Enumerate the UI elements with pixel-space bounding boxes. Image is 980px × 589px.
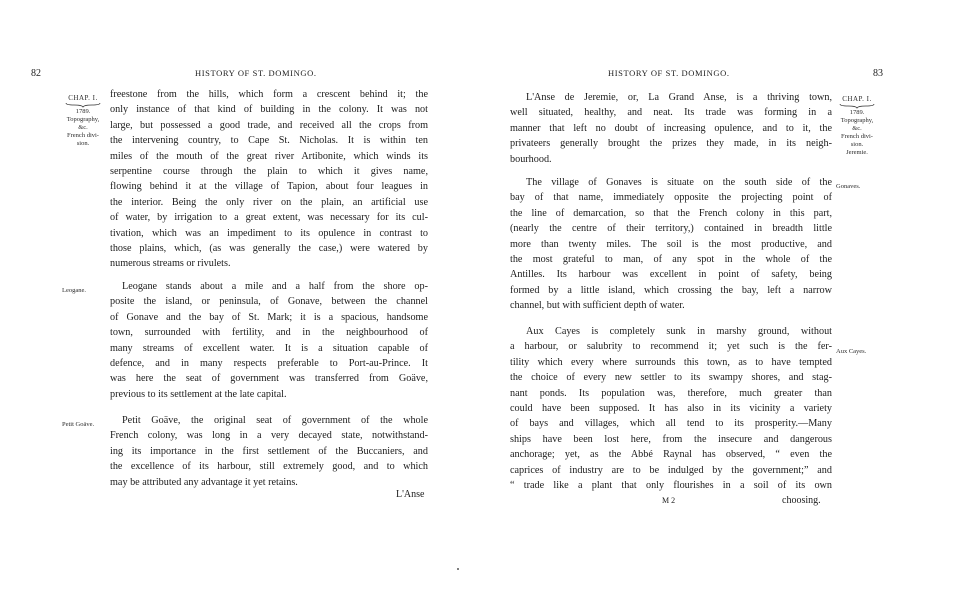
margin-note-petit-goave: Petit Goäve. bbox=[62, 421, 95, 428]
margin-note-leogane: Leogane. bbox=[62, 287, 87, 294]
text-line: more than twenty miles. The soil is the most productive, and bbox=[510, 238, 832, 250]
catchword: choosing. bbox=[782, 495, 821, 506]
note-french-division: French divi- bbox=[67, 132, 99, 139]
right-page bbox=[490, 0, 980, 589]
text-line: manner that left no doubt of increasing opulence, and to it, the bbox=[510, 122, 832, 134]
text-line: the choice of every new settler to its swampy shores, and stag- bbox=[510, 372, 832, 384]
text-line: freestone from the hills, which form a crescent behind it; the bbox=[110, 89, 428, 100]
text-line: The village of Gonaves is situate on the south side of the bbox=[526, 177, 832, 188]
text-line: previous to its settlement at the late capital. bbox=[110, 388, 287, 400]
text-line: the excellence of its harbour, still extremely good, and to which bbox=[110, 461, 428, 473]
note-topography: Topography, bbox=[840, 117, 874, 124]
text-line: Aux Cayes is completely sunk in marshy ground, without bbox=[526, 326, 832, 337]
scan-speck bbox=[457, 568, 459, 570]
year-label: 1789. bbox=[75, 108, 91, 115]
page-number: 82 bbox=[31, 68, 41, 79]
chapter-label: CHAP. I. bbox=[68, 94, 98, 102]
text-line: town, surrounded with fertility, and in the neighbourhood of bbox=[110, 327, 428, 339]
text-line: bay of that name, immediately opposite the projecting point of bbox=[510, 192, 832, 204]
note-sion: sion. bbox=[850, 141, 864, 148]
text-line: “ trade like a plant that only flourishes in a soil of its own bbox=[510, 479, 832, 491]
text-line: L'Anse de Jeremie, or, La Grand Anse, is a thriving town, bbox=[526, 92, 832, 103]
text-line: channel, but with sufficient depth of water. bbox=[510, 300, 685, 312]
text-line: tivation, which was an impediment to its opulence in contrast to bbox=[110, 227, 428, 239]
page-number: 83 bbox=[873, 68, 883, 79]
paragraph-aux-cayes bbox=[510, 324, 832, 493]
text-line: formed by a little island, which crossing the bay, left a narrow bbox=[510, 284, 832, 296]
text-line: flowing behind it at the village of Tapion, about four leagues in bbox=[110, 181, 428, 193]
text-line: well situated, healthy, and neat. Its trade was forming in a bbox=[510, 107, 832, 119]
catchword: L'Anse bbox=[396, 489, 425, 500]
text-line: may be attributed any advantage it yet retains. bbox=[110, 476, 298, 488]
text-line: was here the seat of government was transferred from Goäve, bbox=[110, 373, 428, 385]
text-line: many streams of excellent water. It is a situation capable of bbox=[110, 342, 428, 354]
text-line: numerous streams or rivulets. bbox=[110, 258, 231, 270]
text-line: a harbour, or salubrity to recommend it; yet such is the fer- bbox=[510, 341, 832, 353]
year-label: 1789. bbox=[849, 109, 865, 116]
note-sion: sion. bbox=[76, 140, 90, 147]
text-line: bourhood. bbox=[510, 153, 552, 165]
paragraph-petit-goave bbox=[110, 413, 428, 490]
paragraph-leogane bbox=[110, 279, 428, 402]
text-line: the most grateful to man, of any spot in the whole of the bbox=[510, 253, 832, 265]
text-line: caprices of industry are to be indulged by the government;” and bbox=[510, 464, 832, 476]
signature-mark: M 2 bbox=[662, 496, 676, 505]
text-line: Leogane stands about a mile and a half from the shore op- bbox=[122, 281, 428, 292]
text-line: privateers generally brought the prizes they made, in its neigh- bbox=[510, 138, 832, 150]
text-line: large, but possessed a good trade, and received all the crops from bbox=[110, 119, 428, 131]
text-line: posite the island, or peninsula, of Gonave, between the channel bbox=[110, 296, 428, 308]
text-line: nant ponds. Its population was, therefore, much greater than bbox=[510, 387, 832, 399]
text-line: ing its importance in the first settlement of the Buccaniers, and bbox=[110, 445, 428, 457]
paragraph-saint-marc bbox=[110, 87, 428, 272]
margin-note-gonaves: Gonaves. bbox=[836, 183, 861, 190]
text-line: the interior. Being the only river on the plain, an artificial use bbox=[110, 196, 428, 208]
text-line: (nearly the centre of their territory,) contained in breadth little bbox=[510, 223, 832, 235]
text-line: serpentine course through the plain to which it gives name, bbox=[110, 165, 428, 177]
paragraph-jeremie bbox=[510, 90, 832, 167]
text-line: anchorage; yet, as the Abbé Raynal has observed, “ even the bbox=[510, 449, 832, 461]
note-etc: &c. bbox=[852, 125, 862, 132]
text-line: those plains, which, (as was generally the case,) were watered by bbox=[110, 242, 428, 254]
text-line: tility which every where surrounds this town, as to have tempted bbox=[510, 356, 832, 368]
paragraph-gonaves bbox=[510, 175, 832, 314]
text-line: ships have been lost here, from the insecure and dangerous bbox=[510, 433, 832, 445]
text-line: Petit Goäve, the original seat of government of the whole bbox=[122, 415, 428, 426]
note-french-division: French divi- bbox=[841, 133, 873, 140]
margin-note-aux-cayes: Aux Cayes. bbox=[836, 348, 867, 355]
text-line: of Gonave and the bay of St. Mark; it is a spacious, handsome bbox=[110, 311, 428, 323]
text-line: only instance of that kind of building in the colony. It was not bbox=[110, 104, 428, 116]
margin-note-chapter bbox=[834, 95, 880, 157]
note-topography: Topography, bbox=[66, 116, 100, 123]
text-line: defence, and in many respects preferable to Port-au-Prince. It bbox=[110, 357, 428, 369]
text-line: Antilles. Its harbour was excellent in point of safety, being bbox=[510, 269, 832, 281]
text-line: could have been supposed. It has also in its vicinity a variety bbox=[510, 402, 832, 414]
running-header: HISTORY OF ST. DOMINGO. bbox=[608, 68, 730, 78]
text-line: of water, by irrigation to a great extent, was necessary for its cul- bbox=[110, 212, 428, 224]
margin-note-chapter bbox=[60, 94, 106, 148]
text-line: miles of the mouth of the great river Artibonite, which winds its bbox=[110, 150, 428, 162]
text-line: French colony, was long in a very decayed state, notwithstand- bbox=[110, 430, 428, 442]
text-line: of bays and villages, which all tend to its prosperity.—Many bbox=[510, 418, 832, 430]
note-etc: &c. bbox=[78, 124, 88, 131]
chapter-label: CHAP. I. bbox=[842, 95, 872, 103]
text-line: the intervening country, to Cape St. Nicholas. It is within ten bbox=[110, 135, 428, 147]
note-jeremie: Jeremie. bbox=[846, 149, 868, 156]
text-line: the line of demarcation, so that the French colony in this part, bbox=[510, 207, 832, 219]
running-header: HISTORY OF ST. DOMINGO. bbox=[195, 68, 317, 78]
